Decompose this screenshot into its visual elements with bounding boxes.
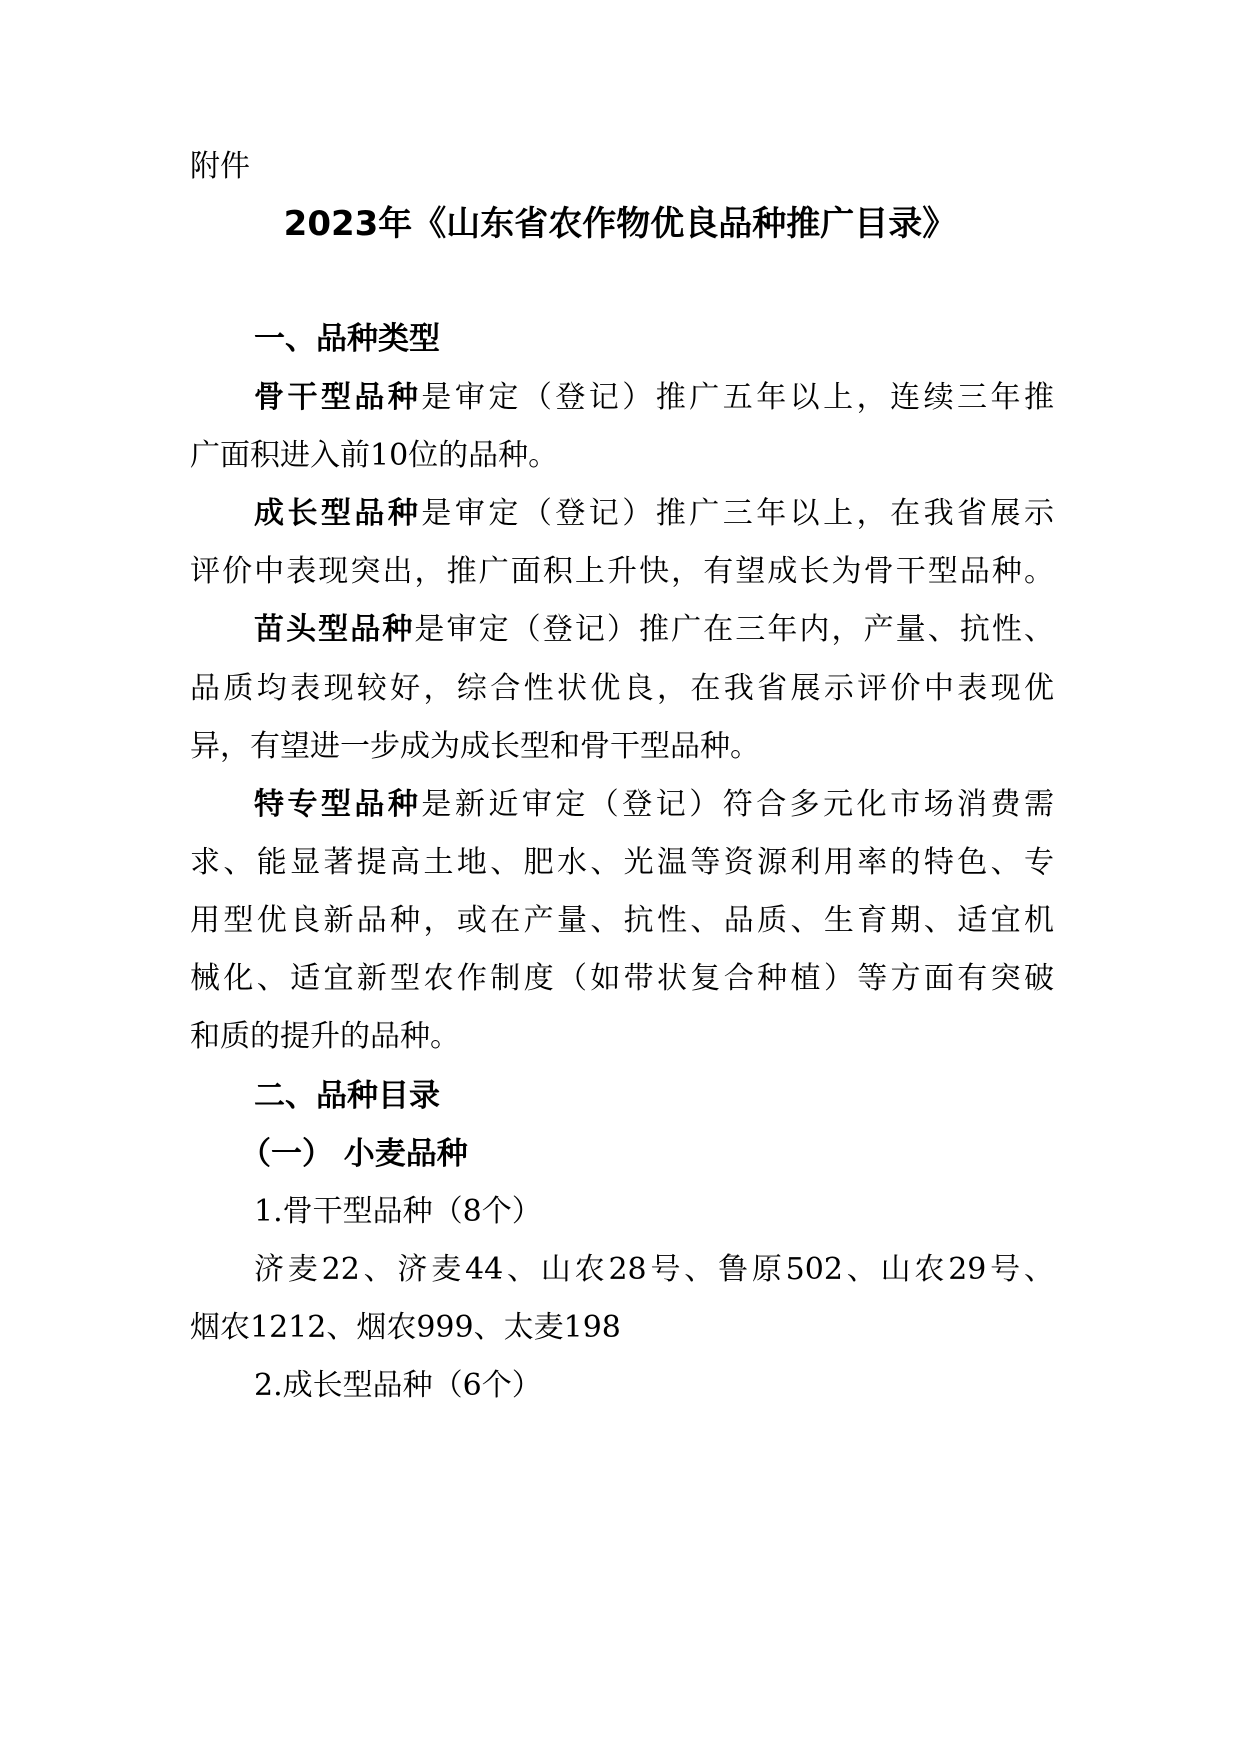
item1-varieties-line1: 济麦22、济麦44、山农28号、鲁原502、山农29号、: [254, 1252, 1054, 1287]
growth-text-line1: 是审定（登记）推广三年以上，在我省展示: [421, 496, 1054, 531]
sprout-text-line2: 品质均表现较好，综合性状优良，在我省展示评价中表现优: [190, 671, 1054, 706]
growth-term: 成长型品种: [254, 496, 422, 531]
wheat-subheading: （一） 小麦品种: [240, 1136, 468, 1172]
sprout-term: 苗头型品种: [254, 612, 415, 647]
growth-paragraph-line1: [254, 494, 1054, 534]
item2-heading: 2.成长型品种（6个）: [254, 1368, 542, 1403]
special-text-line2: 求、能显著提高土地、肥水、光温等资源利用率的特色、专: [190, 845, 1054, 880]
sprout-text-line1: 是审定（登记）推广在三年内，产量、抗性、: [414, 612, 1054, 647]
backbone-text-line2: 广面积进入前10位的品种。: [190, 438, 559, 473]
growth-text-line2: 评价中表现突出，推广面积上升快，有望成长为骨干型品种。: [190, 554, 1054, 589]
sprout-text-line3: 异，有望进一步成为成长型和骨干型品种。: [190, 729, 760, 764]
special-text-line1: 是新近审定（登记）符合多元化市场消费需: [421, 787, 1054, 822]
special-paragraph-line1: [254, 785, 1054, 825]
attachment-label: 附件: [190, 149, 250, 184]
backbone-paragraph-line1: [254, 378, 1054, 418]
backbone-text-line1: 是审定（登记）推广五年以上，连续三年推: [421, 380, 1054, 415]
backbone-term: 骨干型品种: [254, 380, 422, 415]
special-text-line4: 械化、适宜新型农作制度（如带状复合种植）等方面有突破: [190, 961, 1054, 996]
sprout-paragraph-line1: [254, 610, 1054, 650]
special-term: 特专型品种: [254, 787, 422, 822]
special-text-line3: 用型优良新品种，或在产量、抗性、品质、生育期、适宜机: [190, 903, 1054, 938]
document-title: 2023年《山东省农作物优良品种推广目录》: [283, 204, 957, 244]
special-text-line5: 和质的提升的品种。: [190, 1019, 460, 1054]
item1-heading: 1.骨干型品种（8个）: [254, 1194, 542, 1229]
item1-varieties-line2: 烟农1212、烟农999、太麦198: [190, 1310, 621, 1345]
section2-heading: 二、品种目录: [254, 1078, 440, 1114]
section1-heading: 一、品种类型: [254, 321, 440, 357]
